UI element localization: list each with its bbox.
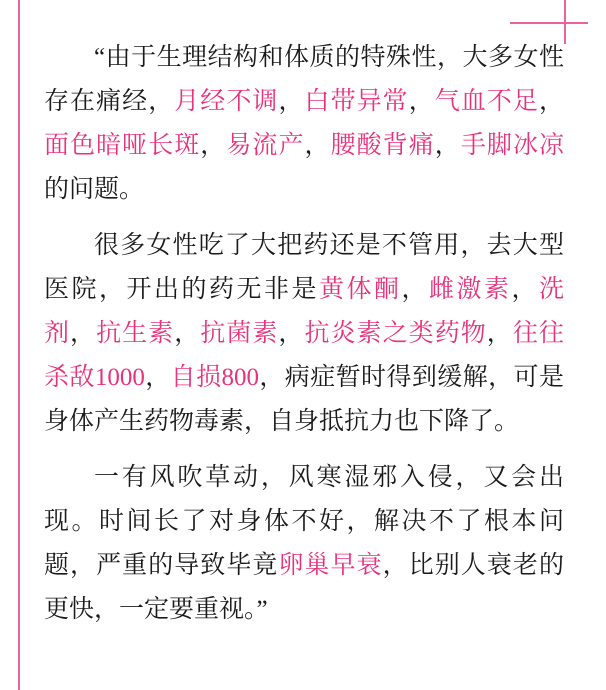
article-body [44, 36, 564, 644]
paragraph-2 [44, 224, 564, 444]
highlighted-text: 气血不足 [434, 88, 539, 115]
body-text: ， [278, 88, 305, 115]
body-text: ， [486, 320, 513, 347]
body-text: ， [174, 320, 201, 347]
highlighted-text: 抗炎素之类药物 [304, 320, 487, 347]
highlighted-text: 白带异常 [304, 88, 409, 115]
body-text: ， [304, 132, 331, 159]
body-text: ， [144, 364, 171, 391]
body-text: ，病症暂时得到缓解，可是身体产生药物毒素，自身抵抗力也下降了。 [44, 364, 564, 435]
paragraph-3 [44, 456, 564, 632]
highlighted-text: 黄体酮 [318, 276, 402, 303]
highlighted-text: 抗菌素 [200, 320, 279, 347]
paragraph-1 [44, 36, 564, 212]
body-text: ， [408, 88, 435, 115]
body-text: ， [401, 276, 429, 303]
left-vertical-rule [18, 0, 20, 690]
corner-mark-vertical-icon [564, 0, 566, 44]
body-text: 一有风吹草动，风寒湿邪入侵，又会出现。时间长了对身体不好，解决不了根本问题，严重的导致毕竟 [44, 464, 564, 579]
body-text: ， [70, 320, 97, 347]
body-text: ， [434, 132, 461, 159]
highlighted-text: 手脚冰凉 [460, 132, 564, 159]
highlighted-text: 自损800 [170, 364, 259, 391]
highlighted-text: 抗生素 [96, 320, 175, 347]
body-text: ，比别人衰老的更快，一定要重视。” [44, 552, 564, 623]
body-text: “由于生理结构和体质的特殊性，大多女性存在痛经， [44, 44, 564, 115]
highlighted-text: 卵巢早衰 [278, 552, 383, 579]
body-text: ， [200, 132, 227, 159]
body-text: ， [278, 320, 305, 347]
body-text: 很多女性吃了大把药还是不管用，去大型医院，开出的药无非是 [44, 232, 564, 303]
highlighted-text: 洗剂 [44, 276, 564, 347]
corner-mark-horizontal-icon [510, 22, 588, 24]
body-text: ， [511, 276, 539, 303]
highlighted-text: 腰酸背痛 [330, 132, 435, 159]
highlighted-text: 雌激素 [428, 276, 512, 303]
highlighted-text: 易流产 [226, 132, 305, 159]
body-text: 的问题。 [44, 176, 145, 203]
body-text: ， [538, 88, 564, 115]
highlighted-text: 月经不调 [174, 88, 279, 115]
highlighted-text: 面色暗哑长斑 [44, 132, 201, 159]
highlighted-text: 往往杀敌1000 [44, 320, 564, 391]
